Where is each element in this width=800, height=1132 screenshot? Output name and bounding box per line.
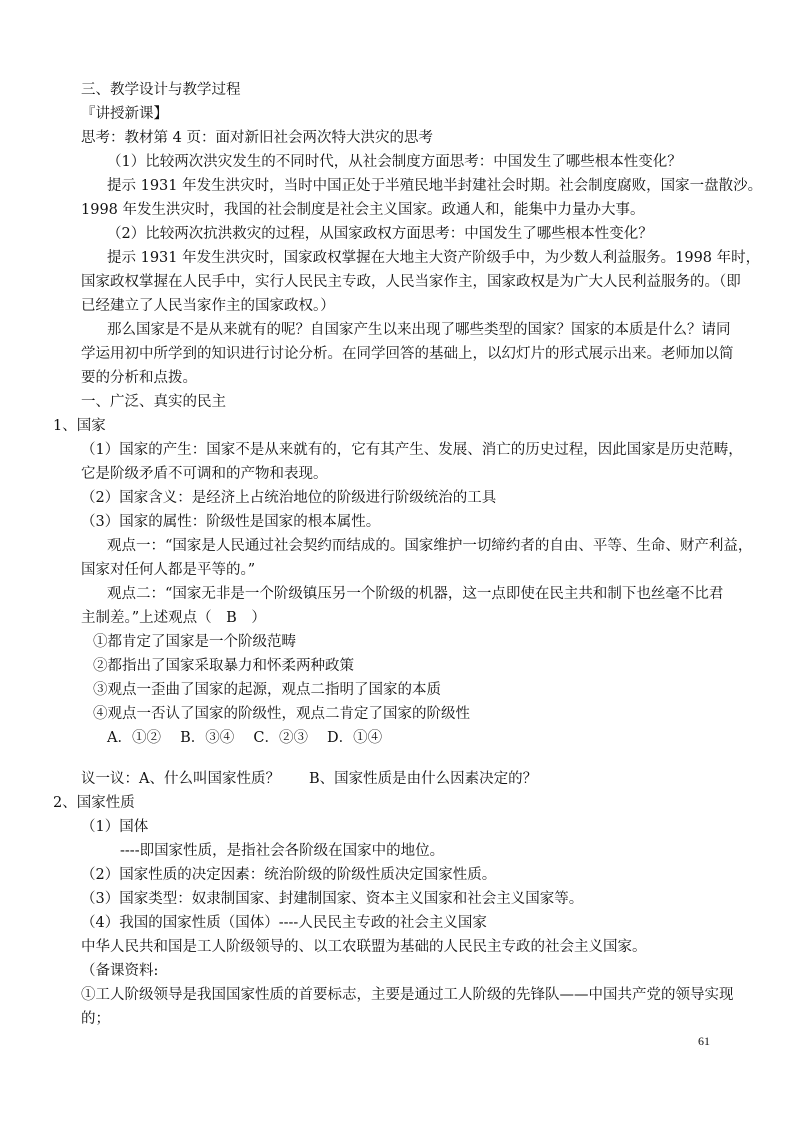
state-meaning: （2）国家含义：是经济上占统治地位的阶级进行阶级统治的工具 xyxy=(81,490,497,506)
discussion-line-3: 要的分析和点拨。 xyxy=(81,370,197,386)
section-heading-teaching-design: 三、教学设计与教学过程 xyxy=(81,82,241,98)
option-statement-4: ④观点一否认了国家的阶级性，观点二肯定了国家的阶级性 xyxy=(93,706,470,722)
prep-material-line-1: ①工人阶级领导是我国国家性质的首要标志，主要是通过工人阶级的先锋队——中国共产党的领导实现 xyxy=(81,987,734,1003)
hint-2-line-2: 国家政权掌握在人民手中，实行人民民主专政，人民当家作主，国家政权是为广大人民利益服务的。（即 xyxy=(81,274,741,290)
page-number: 61 xyxy=(698,1034,710,1048)
hint-1-line-2: 1998 年发生洪灾时，我国的社会制度是社会主义国家。政通人和，能集中力量办大事。 xyxy=(81,202,645,218)
hint-1-line-1: 提示 1931 年发生洪灾时，当时中国正处于半殖民地半封建社会时期。社会制度腐败，国家一盘散沙。 xyxy=(107,178,763,194)
heading-state-nature: 2、国家性质 xyxy=(53,795,135,811)
hint-2-line-1: 提示 1931 年发生洪灾时，国家政权掌握在大地主大资产阶级手中，为少数人利益服务。1998 年时， xyxy=(107,250,761,266)
question-2: （2）比较两次抗洪救灾的过程，从国家政权方面思考：中国发生了哪些根本性变化？ xyxy=(107,226,653,242)
china-state-nature: （4）我国的国家性质（国体）----人民民主专政的社会主义国家 xyxy=(81,915,487,931)
thinking-prompt: 思考：教材第 4 页：面对新旧社会两次特大洪灾的思考 xyxy=(81,130,433,146)
hint-2-line-3: 已经建立了人民当家作主的国家政权。） xyxy=(81,298,335,314)
viewpoint-2-line-1: 观点二：“国家无非是一个阶级镇压另一个阶级的机器，这一点即使在民主共和制下也丝毫不比君 xyxy=(107,586,724,602)
option-statement-2: ②都指出了国家采取暴力和怀柔两种政策 xyxy=(93,658,354,674)
answer-choices: A．①② B．③④ C．②③ D．①④ xyxy=(107,730,383,746)
state-origin-line-1: （1）国家的产生：国家不是从来就有的，它有其产生、发展、消亡的历史过程，因此国家是历史范畴， xyxy=(81,442,743,458)
viewpoint-1-line-1: 观点一：“国家是人民通过社会契约而结成的。国家维护一切缔约者的自由、平等、生命、财产利益， xyxy=(107,538,753,554)
viewpoint-2-line-2: 主制差。”上述观点（ B ） xyxy=(81,610,266,626)
heading-state: 1、国家 xyxy=(53,418,106,434)
state-attribute: （3）国家的属性：阶级性是国家的根本属性。 xyxy=(81,514,381,530)
state-nature-determinant: （2）国家性质的决定因素：统治阶级的阶级性质决定国家性质。 xyxy=(81,867,497,883)
prep-material-heading: （备课资料: xyxy=(81,963,159,979)
state-origin-line-2: 它是阶级矛盾不可调和的产物和表现。 xyxy=(81,466,328,482)
prep-material-line-2: 的； xyxy=(81,1011,110,1027)
option-statement-3: ③观点一歪曲了国家的起源，观点二指明了国家的本质 xyxy=(93,682,441,698)
prc-definition: 中华人民共和国是工人阶级领导的、以工农联盟为基础的人民民主专政的社会主义国家。 xyxy=(81,939,647,955)
item-state-system: （1）国体 xyxy=(81,819,149,835)
viewpoint-1-line-2: 国家对任何人都是平等的。” xyxy=(81,562,256,578)
discussion-questions: 议一议：A、什么叫国家性质？ B、国家性质是由什么因素决定的？ xyxy=(81,771,538,787)
discussion-line-2: 学运用初中所学到的知识进行讨论分析。在同学回答的基础上，以幻灯片的形式展示出来。老师加以简 xyxy=(81,346,734,362)
state-system-definition: ----即国家性质，是指社会各阶级在国家中的地位。 xyxy=(120,843,445,859)
question-1: （1）比较两次洪灾发生的不同时代，从社会制度方面思考：中国发生了哪些根本性变化？ xyxy=(107,154,682,170)
option-statement-1: ①都肯定了国家是一个阶级范畴 xyxy=(93,634,296,650)
state-types: （3）国家类型：奴隶制国家、封建制国家、资本主义国家和社会主义国家等。 xyxy=(81,891,584,907)
subheading-new-lesson: 『讲授新课】 xyxy=(81,106,168,122)
section-heading-democracy: 一、广泛、真实的民主 xyxy=(81,394,226,410)
discussion-line-1: 那么国家是不是从来就有的呢？自国家产生以来出现了哪些类型的国家？国家的本质是什么？请同 xyxy=(107,322,731,338)
